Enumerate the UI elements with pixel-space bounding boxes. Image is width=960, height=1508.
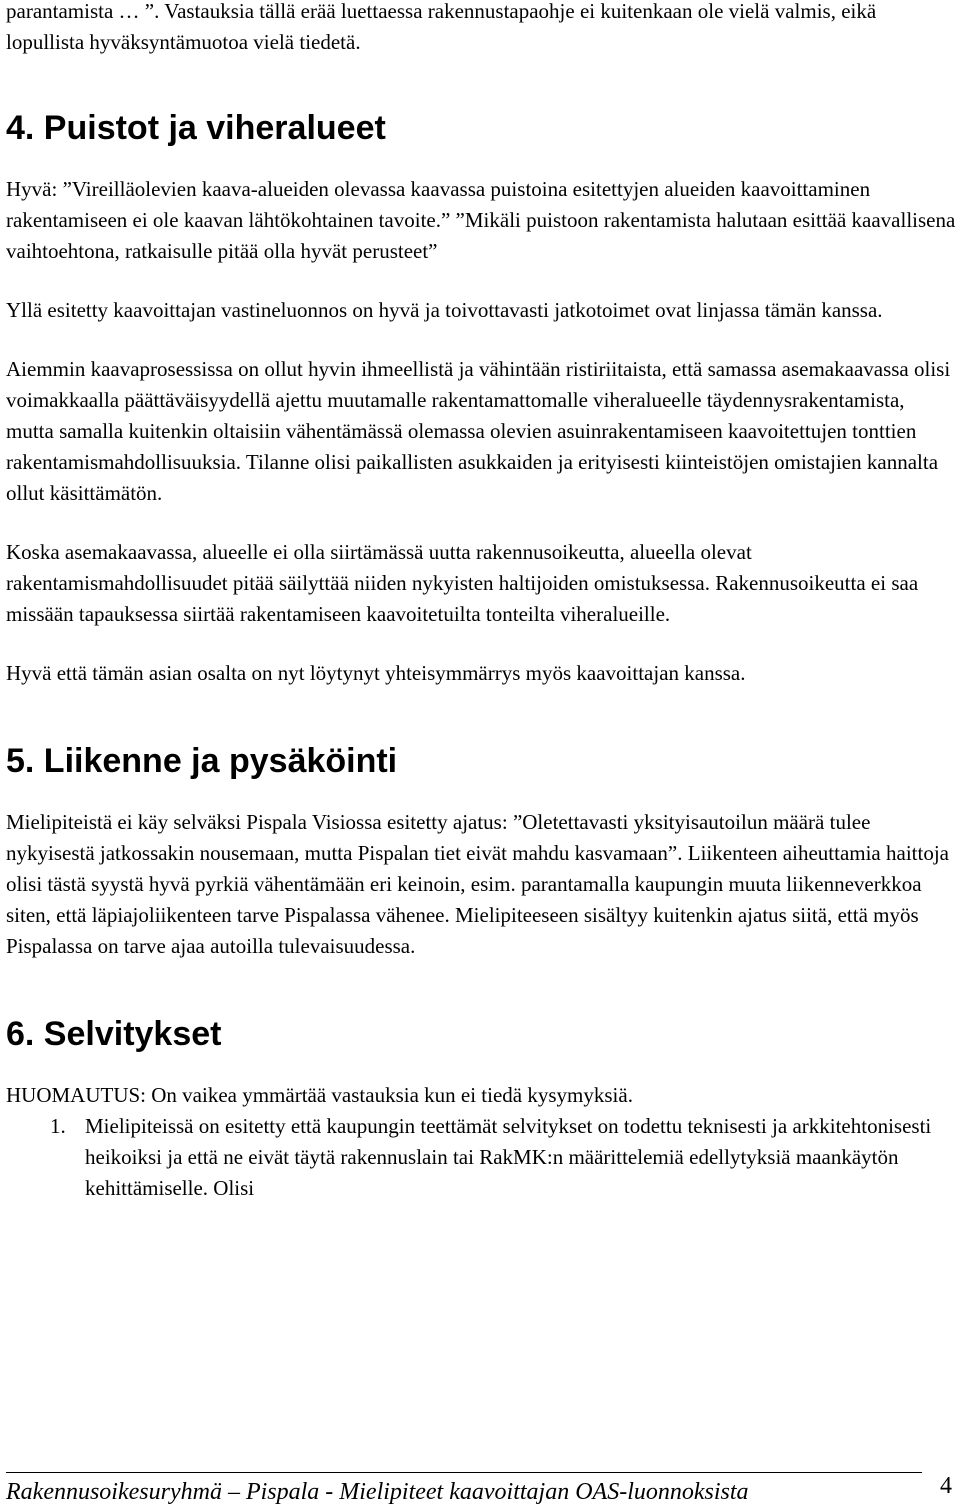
- page-number: 4: [940, 1473, 952, 1499]
- section-heading-puistot: 4. Puistot ja viheralueet: [6, 109, 386, 147]
- paragraph-liikenne: Mielipiteistä ei käy selväksi Pispala Visiossa esitetty ajatus: ”Oletettavasti yksityisautoilun määrä tulee nykyisestä jatkossakin nousemaan, mutta Pispalan tiet eivät mahdu kasvamaan”. Liikenteen aiheuttamia haittoja olisi tästä syystä hyvä pyrkiä vähentämään eri keinoin, esim. parantamalla kaupungin muuta liikenneverkkoa siten, että läpiajoliikenteen tarve Pispalassa vähenee. Mielipiteeseen sisältyy kuitenkin ajatus siitä, että myös Pispalassa on tarve ajaa autoilla tulevaisuudessa.: [6, 810, 949, 958]
- paragraph-aiemmin: Aiemmin kaavaprosessissa on ollut hyvin ihmeellistä ja vähintään ristiriitaista, että samassa asemakaavassa olisi voimakkaalla päättäväisyydellä ajettu muutamalle rakentamattomalle viheralueelle täydennysrakentamista, mutta samalla kuitenkin oltaisiin vähentämässä olemassa olevien asuinrakentamiseen kaavoitettujen tonttien rakentamismahdollisuuksia. Tilanne olisi paikallisten asukkaiden ja erityisesti kiinteistöjen omistajien kannalta ollut käsittämätön.: [6, 357, 951, 505]
- note-huomautus: HUOMAUTUS: On vaikea ymmärtää vastauksia kun ei tiedä kysymyksiä.: [6, 1083, 633, 1107]
- paragraph-yhteisymmarrys: Hyvä että tämän asian osalta on nyt löytynyt yhteisymmärrys myös kaavoittajan kanssa.: [6, 661, 746, 685]
- paragraph-koska: Koska asemakaavassa, alueelle ei olla siirtämässä uutta rakennusoikeutta, alueella olevat rakentamismahdollisuudet pitää säilyttää niiden nykyisten haltijoiden omistuksessa. Rakennusoikeutta ei saa missään tapauksessa siirtää rakentamiseen kaavoitetuilta tonteilta viheralueille.: [6, 540, 919, 626]
- page-footer: [6, 1470, 956, 1508]
- paragraph-hyva-quote: Hyvä: ”Vireilläolevien kaava-alueiden olevassa kaavassa puistoina esitettyjen alueiden kaavoittaminen rakentamiseen ei ole kaavan lähtökohtainen tavoite.” ”Mikäli puistoon rakentamista halutaan esittää kaavallisena vaihtoehtona, ratkaisulle pitää olla hyvät perusteet”: [6, 177, 956, 263]
- document-page: [6, 0, 956, 1204]
- intro-paragraph: parantamista … ”. Vastauksia tällä erää luettaessa rakennustapaohje ei kuitenkaan ole vielä valmis, eikä lopullista hyväksyntämuotoa vielä tiedetä.: [6, 0, 877, 54]
- list-item-number: 1.: [50, 1114, 66, 1138]
- paragraph-vastineluonnos: Yllä esitetty kaavoittajan vastineluonnos on hyvä ja toivottavasti jatkotoimet ovat linjassa tämän kanssa.: [6, 298, 883, 322]
- footer-divider: [6, 1472, 922, 1473]
- section-heading-liikenne: 5. Liikenne ja pysäköinti: [6, 742, 398, 780]
- list-item-text: Mielipiteissä on esitetty että kaupungin teettämät selvitykset on todettu teknisesti ja arkkitehtonisesti heikoiksi ja että ne eivät täytä rakennuslain tai RakMK:n määrittelemiä edellytyksiä maankäytön kehittämiselle. Olisi: [85, 1114, 932, 1200]
- numbered-list: [6, 1111, 956, 1204]
- section-heading-selvitykset: 6. Selvitykset: [6, 1015, 222, 1053]
- footer-title: Rakennusoikesuryhmä – Pispala - Mielipiteet kaavoittajan OAS-luonnoksista: [6, 1479, 749, 1505]
- list-item: [6, 1111, 956, 1204]
